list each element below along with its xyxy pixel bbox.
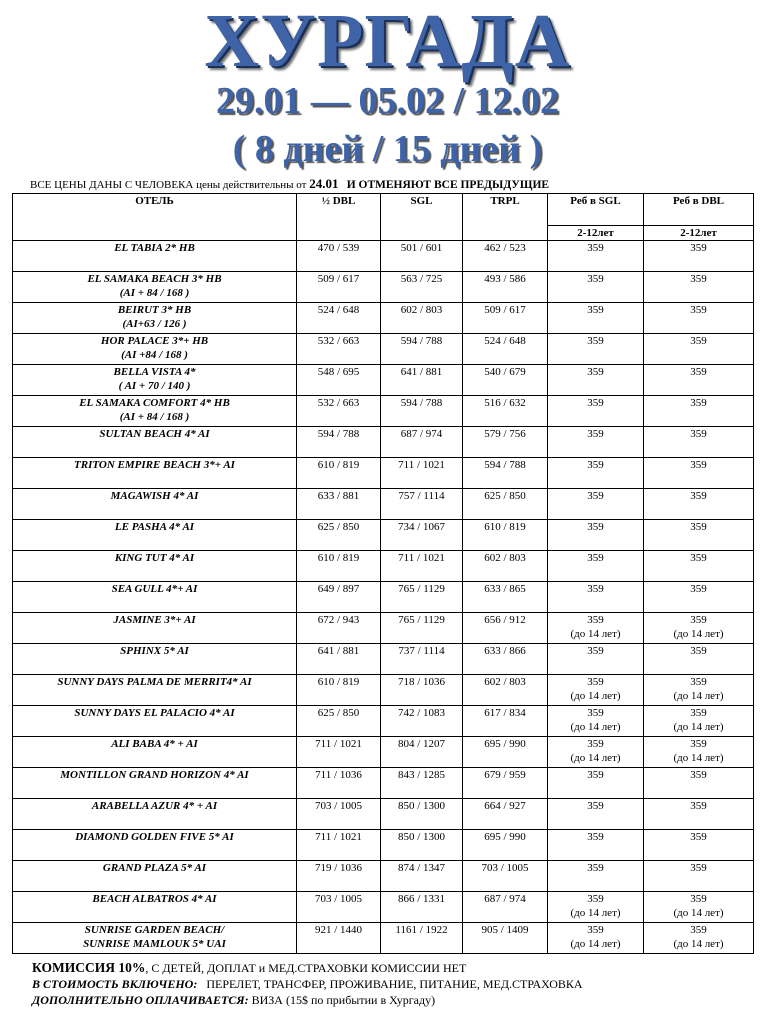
price-dbl: 610 / 819: [297, 675, 381, 706]
hotel-cell: [13, 272, 297, 303]
child-dbl-cell: [644, 334, 754, 365]
child-dbl-cell: [644, 427, 754, 458]
hotel-name: EL SAMAKA COMFORT 4* HB: [79, 397, 230, 409]
price-trpl: 695 / 990: [463, 830, 548, 861]
price-trpl: 509 / 617: [463, 303, 548, 334]
table-row: [13, 334, 754, 365]
price-child-dbl: 359: [690, 738, 707, 750]
price-sgl: 742 / 1083: [381, 706, 463, 737]
hotel-name: SULTAN BEACH 4* AI: [99, 428, 210, 440]
hotel-name: KING TUT 4* AI: [114, 552, 195, 564]
hotel-name: EL TABIA 2* HB: [114, 242, 195, 254]
header-trpl: TRPL: [463, 194, 548, 241]
hotel-name-detail: ( AI + 70 / 140 ): [118, 380, 191, 392]
price-child-sgl: 359: [587, 428, 604, 440]
table-row: [13, 799, 754, 830]
hotel-cell: [13, 582, 297, 613]
page-title: ХУРГАДА: [204, 0, 571, 83]
hotel-name: TRITON EMPIRE BEACH 3*+ AI: [74, 459, 235, 471]
price-trpl: 633 / 865: [463, 582, 548, 613]
price-trpl: 602 / 803: [463, 675, 548, 706]
hotel-cell: [13, 458, 297, 489]
hotel-cell: [13, 923, 297, 954]
hotel-cell: [13, 396, 297, 427]
price-trpl: 540 / 679: [463, 365, 548, 396]
price-dbl: 711 / 1021: [297, 830, 381, 861]
price-child-dbl: 359: [690, 645, 707, 657]
child-dbl-cell: [644, 458, 754, 489]
price-dbl: 641 / 881: [297, 644, 381, 675]
table-row: [13, 613, 754, 644]
child-sgl-cell: [548, 861, 644, 892]
hotel-name-detail: (AI +84 / 168 ): [121, 349, 188, 361]
child-dbl-cell: [644, 582, 754, 613]
price-child-dbl: 359: [690, 769, 707, 781]
price-child-sgl: 359: [587, 924, 604, 936]
price-dbl: 610 / 819: [297, 458, 381, 489]
price-trpl: 579 / 756: [463, 427, 548, 458]
hotel-cell: [13, 644, 297, 675]
table-row: [13, 892, 754, 923]
price-child-sgl: 359: [587, 304, 604, 316]
child-dbl-note: (до 14 лет): [673, 752, 724, 764]
price-dbl: 672 / 943: [297, 613, 381, 644]
price-notice-suffix: И ОТМЕНЯЮТ ВСЕ ПРЕДЫДУЩИЕ: [346, 179, 550, 191]
footer-commission: [32, 960, 466, 976]
price-child-sgl: 359: [587, 645, 604, 657]
child-sgl-note: (до 14 лет): [570, 690, 621, 702]
hotel-name: GRAND PLAZA 5* AI: [102, 862, 207, 874]
price-child-dbl: 359: [690, 459, 707, 471]
price-dbl: 703 / 1005: [297, 892, 381, 923]
price-child-dbl: 359: [690, 304, 707, 316]
child-dbl-cell: [644, 396, 754, 427]
hotel-cell: [13, 334, 297, 365]
header-child-sgl-age: 2-12лет: [548, 226, 644, 241]
child-sgl-cell: [548, 923, 644, 954]
price-trpl: 656 / 912: [463, 613, 548, 644]
price-child-dbl: 359: [690, 707, 707, 719]
price-dbl: 524 / 648: [297, 303, 381, 334]
price-dbl: 649 / 897: [297, 582, 381, 613]
included-text: ПЕРЕЛЕТ, ТРАНСФЕР, ПРОЖИВАНИЕ, ПИТАНИЕ, МЕД.СТРАХОВКА: [206, 977, 583, 991]
price-dbl: 711 / 1021: [297, 737, 381, 768]
header-sgl: SGL: [381, 194, 463, 241]
child-dbl-cell: [644, 892, 754, 923]
price-child-sgl: 359: [587, 800, 604, 812]
child-dbl-cell: [644, 303, 754, 334]
child-dbl-note: (до 14 лет): [673, 721, 724, 733]
price-sgl: 1161 / 1922: [381, 923, 463, 954]
price-child-dbl: 359: [690, 583, 707, 595]
child-sgl-note: (до 14 лет): [570, 907, 621, 919]
table-row: [13, 923, 754, 954]
footer-included: [32, 977, 583, 992]
commission-label: КОМИССИЯ 10%: [32, 960, 146, 975]
hotel-cell: [13, 675, 297, 706]
hotel-name: JASMINE 3*+ AI: [113, 614, 196, 626]
price-trpl: 695 / 990: [463, 737, 548, 768]
price-sgl: 641 / 881: [381, 365, 463, 396]
child-sgl-cell: [548, 272, 644, 303]
hotel-name: MAGAWISH 4* AI: [110, 490, 199, 502]
child-sgl-note: (до 14 лет): [570, 752, 621, 764]
price-trpl: 610 / 819: [463, 520, 548, 551]
table-row: [13, 303, 754, 334]
price-sgl: 804 / 1207: [381, 737, 463, 768]
table-row: [13, 365, 754, 396]
price-sgl: 843 / 1285: [381, 768, 463, 799]
price-sgl: 757 / 1114: [381, 489, 463, 520]
child-dbl-note: (до 14 лет): [673, 628, 724, 640]
hotel-name: BEACH ALBATROS 4* AI: [92, 893, 217, 905]
price-sgl: 687 / 974: [381, 427, 463, 458]
table-row: [13, 830, 754, 861]
price-sgl: 765 / 1129: [381, 582, 463, 613]
price-sgl: 718 / 1036: [381, 675, 463, 706]
price-dbl: 625 / 850: [297, 706, 381, 737]
child-sgl-cell: [548, 241, 644, 272]
table-row: [13, 551, 754, 582]
header-child-dbl: Реб в DBL: [644, 194, 754, 226]
child-sgl-cell: [548, 489, 644, 520]
hotel-name: MONTILLON GRAND HORIZON 4* AI: [60, 769, 249, 781]
child-dbl-cell: [644, 706, 754, 737]
price-dbl: 532 / 663: [297, 396, 381, 427]
price-notice-prefix: ВСЕ ЦЕНЫ ДАНЫ С ЧЕЛОВЕКА цены действительны от: [30, 179, 307, 191]
price-dbl: 703 / 1005: [297, 799, 381, 830]
price-sgl: 850 / 1300: [381, 799, 463, 830]
hotel-cell: [13, 706, 297, 737]
price-child-sgl: 359: [587, 769, 604, 781]
price-trpl: 602 / 803: [463, 551, 548, 582]
price-trpl: 493 / 586: [463, 272, 548, 303]
hotel-cell: [13, 551, 297, 582]
hotel-name: BEIRUT 3* HB: [117, 304, 192, 316]
hotel-name: SUNNY DAYS EL PALACIO 4* AI: [74, 707, 235, 719]
hotel-cell: [13, 489, 297, 520]
price-child-dbl: 359: [690, 831, 707, 843]
child-dbl-cell: [644, 830, 754, 861]
child-dbl-cell: [644, 861, 754, 892]
child-sgl-note: (до 14 лет): [570, 938, 621, 950]
table-row: [13, 520, 754, 551]
table-row: [13, 582, 754, 613]
price-child-dbl: 359: [690, 521, 707, 533]
hotel-name: LE PASHA 4* AI: [114, 521, 195, 533]
price-child-sgl: 359: [587, 583, 604, 595]
price-dbl: 719 / 1036: [297, 861, 381, 892]
price-child-dbl: 359: [690, 924, 707, 936]
table-row: [13, 675, 754, 706]
price-trpl: 625 / 850: [463, 489, 548, 520]
hotel-cell: [13, 799, 297, 830]
price-child-sgl: 359: [587, 738, 604, 750]
hotel-name: ALI BABA 4* + AI: [111, 738, 198, 750]
table-row: [13, 644, 754, 675]
price-valid-date: 24.01: [309, 176, 339, 191]
child-sgl-cell: [548, 520, 644, 551]
table-row: [13, 458, 754, 489]
price-child-dbl: 359: [690, 428, 707, 440]
child-dbl-note: (до 14 лет): [673, 938, 724, 950]
price-child-dbl: 359: [690, 800, 707, 812]
price-child-dbl: 359: [690, 862, 707, 874]
child-dbl-cell: [644, 644, 754, 675]
price-dbl: 610 / 819: [297, 551, 381, 582]
price-child-sgl: 359: [587, 862, 604, 874]
child-sgl-cell: [548, 458, 644, 489]
child-sgl-note: (до 14 лет): [570, 628, 621, 640]
price-sgl: 594 / 788: [381, 396, 463, 427]
price-sgl: 866 / 1331: [381, 892, 463, 923]
price-trpl: 617 / 834: [463, 706, 548, 737]
child-dbl-cell: [644, 923, 754, 954]
header-child-sgl: Реб в SGL: [548, 194, 644, 226]
price-sgl: 850 / 1300: [381, 830, 463, 861]
price-sgl: 737 / 1114: [381, 644, 463, 675]
header-dbl: ½ DBL: [297, 194, 381, 241]
tour-duration: ( 8 дней / 15 дней ): [232, 128, 543, 170]
price-child-dbl: 359: [690, 366, 707, 378]
hotel-name: BELLA VISTA 4*: [113, 366, 196, 378]
child-sgl-cell: [548, 799, 644, 830]
hotel-cell: [13, 241, 297, 272]
price-child-sgl: 359: [587, 614, 604, 626]
price-child-sgl: 359: [587, 335, 604, 347]
hotel-name: ARABELLA AZUR 4* + AI: [91, 800, 218, 812]
price-child-sgl: 359: [587, 242, 604, 254]
hotel-cell: [13, 303, 297, 334]
child-dbl-cell: [644, 551, 754, 582]
child-sgl-cell: [548, 644, 644, 675]
header-hotel: ОТЕЛЬ: [13, 194, 297, 241]
price-trpl: 687 / 974: [463, 892, 548, 923]
price-child-dbl: 359: [690, 614, 707, 626]
child-sgl-cell: [548, 303, 644, 334]
table-row: [13, 396, 754, 427]
table-row: [13, 706, 754, 737]
price-sgl: 734 / 1067: [381, 520, 463, 551]
price-child-dbl: 359: [690, 676, 707, 688]
price-child-dbl: 359: [690, 273, 707, 285]
child-sgl-cell: [548, 334, 644, 365]
price-child-dbl: 359: [690, 893, 707, 905]
price-dbl: 509 / 617: [297, 272, 381, 303]
child-dbl-note: (до 14 лет): [673, 690, 724, 702]
price-child-sgl: 359: [587, 893, 604, 905]
price-child-sgl: 359: [587, 490, 604, 502]
hotel-name-detail: (AI + 84 / 168 ): [119, 411, 190, 423]
child-dbl-cell: [644, 799, 754, 830]
price-table: [12, 193, 754, 954]
hotel-cell: [13, 737, 297, 768]
tour-dates: 29.01 — 05.02 / 12.02: [215, 80, 560, 122]
child-sgl-cell: [548, 768, 644, 799]
price-child-sgl: 359: [587, 273, 604, 285]
child-dbl-cell: [644, 520, 754, 551]
hotel-cell: [13, 892, 297, 923]
price-child-sgl: 359: [587, 459, 604, 471]
child-sgl-cell: [548, 675, 644, 706]
child-sgl-cell: [548, 737, 644, 768]
child-dbl-cell: [644, 489, 754, 520]
price-child-dbl: 359: [690, 397, 707, 409]
price-child-sgl: 359: [587, 397, 604, 409]
price-trpl: 524 / 648: [463, 334, 548, 365]
price-sgl: 711 / 1021: [381, 458, 463, 489]
child-sgl-cell: [548, 830, 644, 861]
extra-text: ВИЗА (15$ по прибытии в Хургаду): [251, 993, 436, 1007]
commission-text: , С ДЕТЕЙ, ДОПЛАТ и МЕД.СТРАХОВКИ КОМИССИИ НЕТ: [145, 961, 467, 975]
hotel-cell: [13, 427, 297, 458]
hotel-cell: [13, 768, 297, 799]
price-trpl: 664 / 927: [463, 799, 548, 830]
hotel-name: SUNRISE GARDEN BEACH/: [84, 924, 225, 936]
table-row: [13, 272, 754, 303]
child-dbl-cell: [644, 613, 754, 644]
price-dbl: 633 / 881: [297, 489, 381, 520]
hotel-name: HOR PALACE 3*+ HB: [100, 335, 209, 347]
hotel-cell: [13, 520, 297, 551]
price-sgl: 711 / 1021: [381, 551, 463, 582]
price-child-sgl: 359: [587, 521, 604, 533]
price-trpl: 594 / 788: [463, 458, 548, 489]
child-dbl-cell: [644, 675, 754, 706]
price-sgl: 874 / 1347: [381, 861, 463, 892]
price-trpl: 516 / 632: [463, 396, 548, 427]
price-trpl: 905 / 1409: [463, 923, 548, 954]
extra-label: ДОПОЛНИТЕЛЬНО ОПЛАЧИВАЕТСЯ:: [32, 993, 249, 1007]
child-sgl-cell: [548, 427, 644, 458]
price-child-dbl: 359: [690, 335, 707, 347]
table-row: [13, 737, 754, 768]
hotel-name-detail: SUNRISE MAMLOUK 5* UAI: [83, 938, 226, 950]
child-dbl-note: (до 14 лет): [673, 907, 724, 919]
hotel-name: SPHINX 5* AI: [120, 645, 189, 657]
price-trpl: 679 / 959: [463, 768, 548, 799]
hotel-cell: [13, 830, 297, 861]
hotel-name-detail: (AI+63 / 126 ): [122, 318, 187, 330]
price-trpl: 633 / 866: [463, 644, 548, 675]
price-sgl: 765 / 1129: [381, 613, 463, 644]
hotel-name: SEA GULL 4*+ AI: [111, 583, 198, 595]
child-sgl-cell: [548, 396, 644, 427]
price-child-dbl: 359: [690, 552, 707, 564]
table-row: [13, 241, 754, 272]
hotel-cell: [13, 861, 297, 892]
header-child-dbl-age: 2-12лет: [644, 226, 754, 241]
child-dbl-cell: [644, 272, 754, 303]
child-sgl-note: (до 14 лет): [570, 721, 621, 733]
included-label: В СТОИМОСТЬ ВКЛЮЧЕНО:: [32, 977, 198, 991]
price-child-dbl: 359: [690, 242, 707, 254]
child-dbl-cell: [644, 737, 754, 768]
price-child-sgl: 359: [587, 366, 604, 378]
price-dbl: 532 / 663: [297, 334, 381, 365]
price-dbl: 711 / 1036: [297, 768, 381, 799]
child-sgl-cell: [548, 892, 644, 923]
child-dbl-cell: [644, 241, 754, 272]
price-notice: [30, 176, 549, 192]
hotel-name: DIAMOND GOLDEN FIVE 5* AI: [75, 831, 234, 843]
price-sgl: 594 / 788: [381, 334, 463, 365]
child-sgl-cell: [548, 582, 644, 613]
price-child-sgl: 359: [587, 552, 604, 564]
child-dbl-cell: [644, 768, 754, 799]
price-child-dbl: 359: [690, 490, 707, 502]
price-sgl: 563 / 725: [381, 272, 463, 303]
price-trpl: 462 / 523: [463, 241, 548, 272]
hotel-name: EL SAMAKA BEACH 3* HB: [87, 273, 222, 285]
price-child-sgl: 359: [587, 707, 604, 719]
price-sgl: 602 / 803: [381, 303, 463, 334]
hotel-name: SUNNY DAYS PALMA DE MERRIT4* AI: [57, 676, 252, 688]
child-sgl-cell: [548, 706, 644, 737]
price-dbl: 921 / 1440: [297, 923, 381, 954]
price-dbl: 594 / 788: [297, 427, 381, 458]
hotel-cell: [13, 365, 297, 396]
table-row: [13, 861, 754, 892]
child-dbl-cell: [644, 365, 754, 396]
price-dbl: 470 / 539: [297, 241, 381, 272]
price-dbl: 625 / 850: [297, 520, 381, 551]
price-dbl: 548 / 695: [297, 365, 381, 396]
hotel-cell: [13, 613, 297, 644]
footer-extra: [32, 993, 435, 1008]
price-sgl: 501 / 601: [381, 241, 463, 272]
table-row: [13, 427, 754, 458]
hotel-name-detail: (AI + 84 / 168 ): [119, 287, 190, 299]
child-sgl-cell: [548, 551, 644, 582]
table-row: [13, 768, 754, 799]
table-row: [13, 489, 754, 520]
price-trpl: 703 / 1005: [463, 861, 548, 892]
price-child-sgl: 359: [587, 676, 604, 688]
child-sgl-cell: [548, 613, 644, 644]
child-sgl-cell: [548, 365, 644, 396]
price-child-sgl: 359: [587, 831, 604, 843]
